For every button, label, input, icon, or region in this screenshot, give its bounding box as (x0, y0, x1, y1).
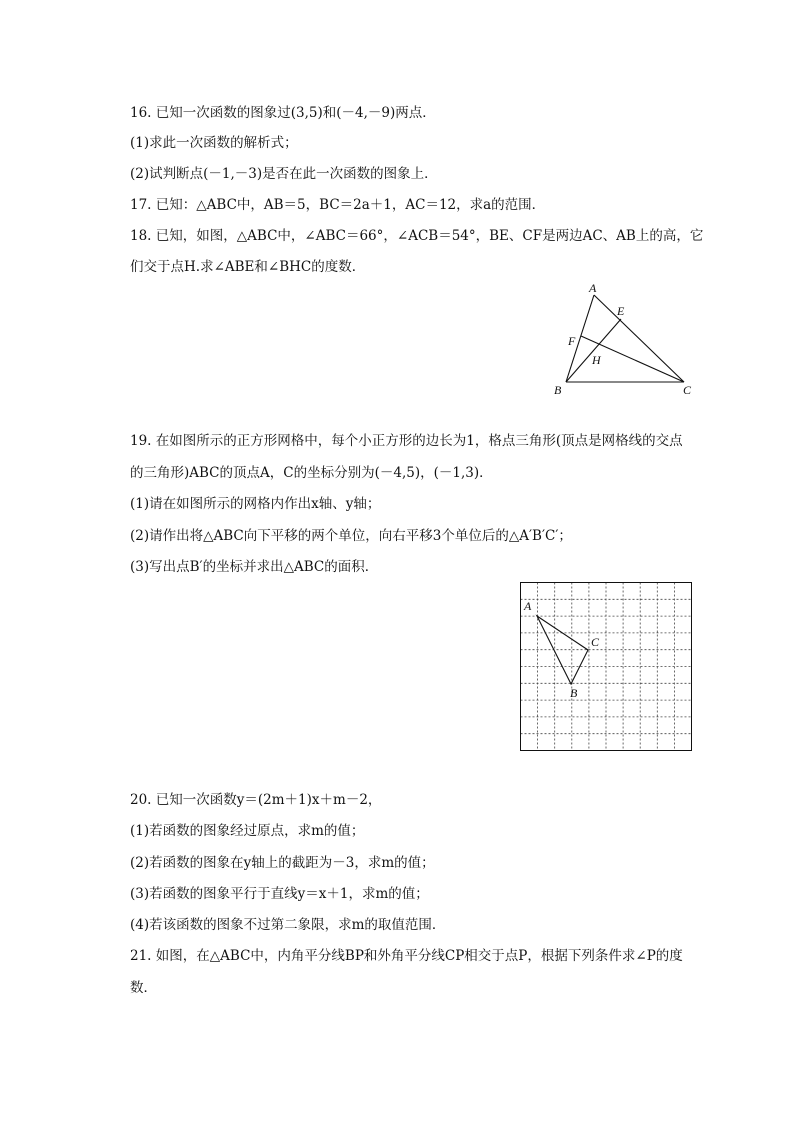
p19-q3: (3)写出点B′的坐标并求出△ABC的面积． (130, 559, 379, 575)
p19-stem-line1: 19. 在如图所示的正方形网格中，每个小正方形的边长为1，格点三角形(顶点是网格线的交点 (130, 433, 683, 449)
p18-label-C: C (683, 383, 692, 397)
p18-label-E: E (617, 304, 625, 318)
p19-label-A: A (524, 599, 532, 613)
p19-label-B: B (570, 686, 578, 700)
p18-triangle-figure (545, 278, 700, 398)
p20-q4: (4)若该函数的图象不过第二象限，求m的取值范围． (130, 917, 446, 933)
p20-q3: (3)若函数的图象平行于直线y＝x＋1，求m的值； (130, 886, 429, 902)
p19-stem-line2: 的三角形)ABC的顶点A，C的坐标分别为(－4,5)，(－1,3)． (130, 465, 493, 481)
p18-label-F: F (568, 334, 576, 348)
p16-q2: (2)试判断点(－1,－3)是否在此一次函数的图象上． (130, 166, 438, 182)
p18-stem-line1: 18. 已知，如图，△ABC中，∠ABC＝66°，∠ACB＝54°，BE、CF是两边AC、AB上的高，它 (130, 228, 704, 244)
p20-stem: 20. 已知一次函数y＝(2m＋1)x＋m－2， (130, 792, 382, 808)
p19-label-C: C (591, 635, 600, 649)
p16-stem: 16. 已知一次函数的图象过(3,5)和(－4,－9)两点． (130, 105, 436, 121)
p16-q1: (1)求此一次函数的解析式； (130, 135, 298, 151)
p19-q2: (2)请作出将△ABC向下平移的两个单位，向右平移3个单位后的△A′B′C′； (130, 528, 572, 544)
p21-stem-line2: 数． (130, 980, 157, 996)
segment-AC (594, 295, 684, 382)
p20-q2: (2)若函数的图象在y轴上的截距为－3，求m的值； (130, 855, 435, 871)
grid-dashed-lines (521, 583, 692, 751)
p20-q1: (1)若函数的图象经过原点，求m的值； (130, 823, 365, 839)
p18-label-A: A (589, 281, 597, 295)
p18-label-B: B (554, 383, 562, 397)
p18-label-H: H (592, 353, 601, 367)
p19-q1: (1)请在如图所示的网格内作出x轴、y轴； (130, 496, 381, 512)
p19-grid-figure (515, 578, 697, 756)
p21-stem-line1: 21. 如图，在△ABC中，内角平分线BP和外角平分线CP相交于点P，根据下列条件求∠P的度 (130, 948, 683, 964)
p18-stem-line2: 们交于点H.求∠ABE和∠BHC的度数． (130, 259, 366, 275)
p17-stem: 17. 已知：△ABC中，AB＝5，BC＝2a＋1，AC＝12，求a的范围． (130, 197, 546, 213)
